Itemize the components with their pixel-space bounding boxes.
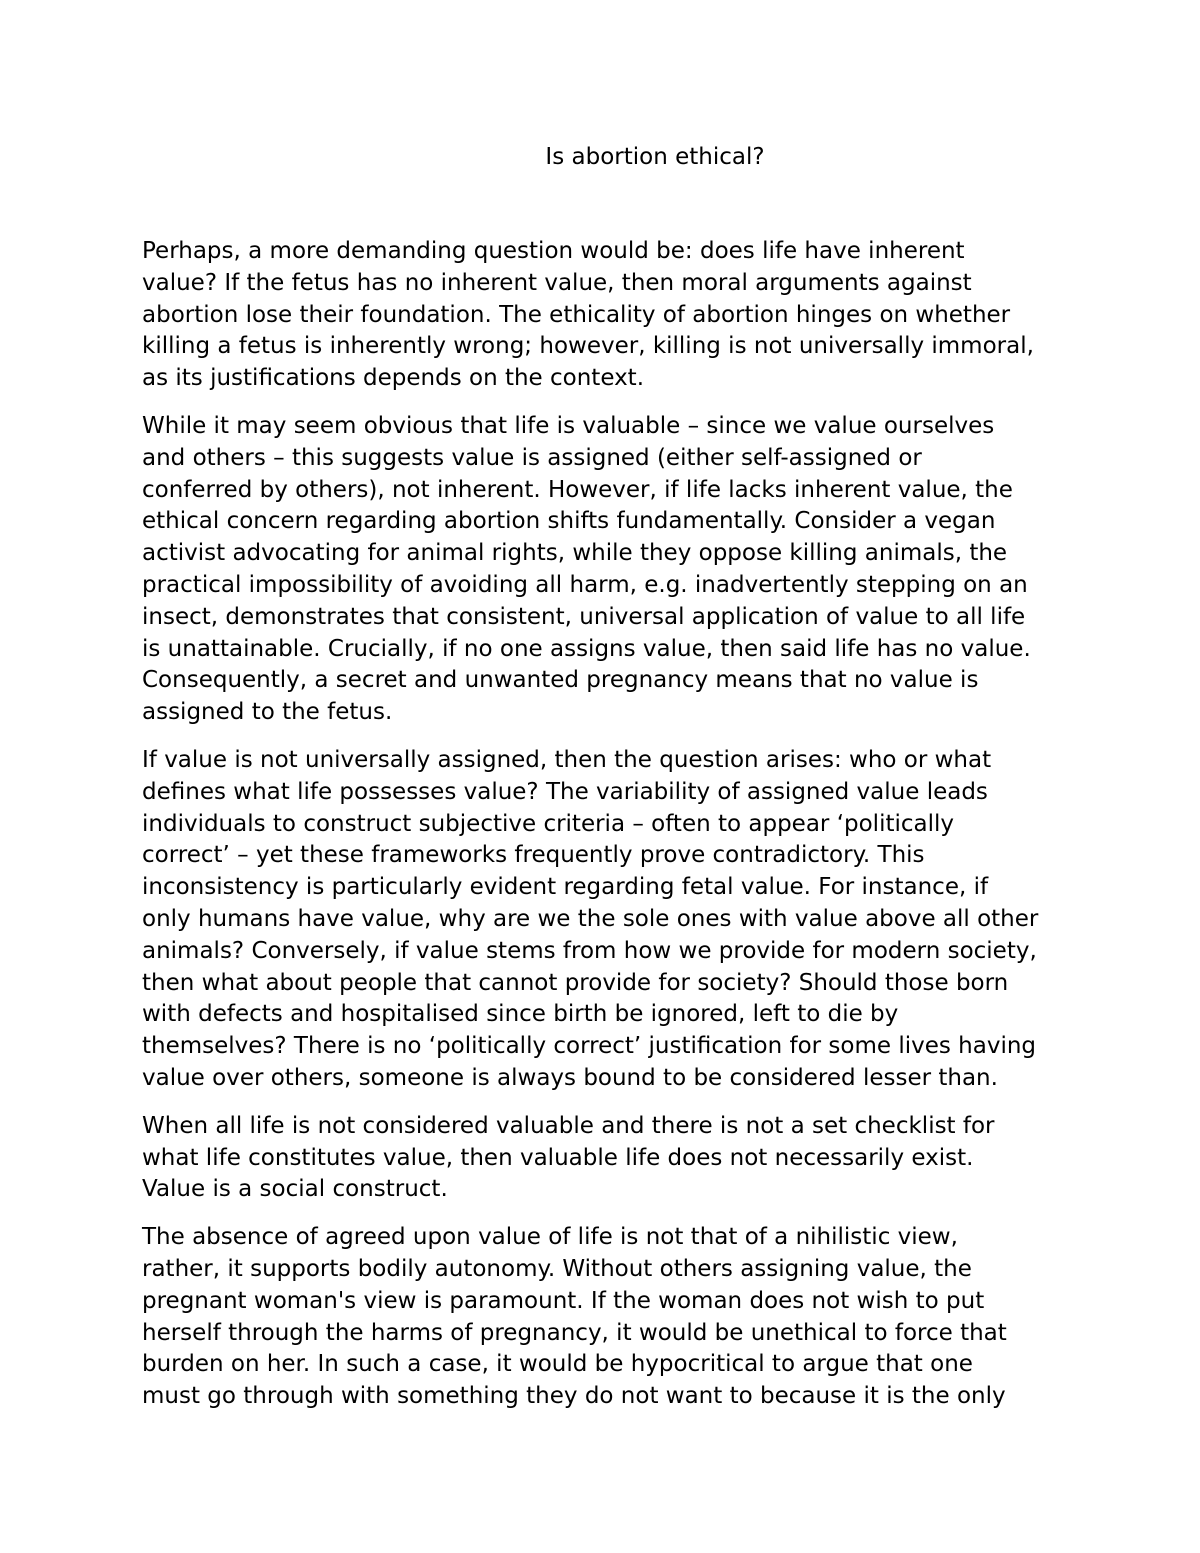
text-line: Perhaps, a more demanding question would be: does life have inherent: [142, 238, 965, 264]
paragraph-1: [142, 236, 1102, 395]
text-line: While it may seem obvious that life is valuable – since we value ourselves: [142, 412, 995, 439]
text-line: insect, demonstrates that consistent, universal application of value to all life: [142, 603, 1026, 630]
text-line: Consequently, a secret and unwanted pregnancy means that no value is: [142, 667, 979, 694]
text-line: with defects and hospitalised since birth be ignored, left to die by: [142, 1001, 899, 1028]
text-line: defines what life possesses value? The variability of assigned value leads: [142, 778, 988, 805]
text-line: conferred by others), not inherent. However, if life lacks inherent value, the: [142, 476, 1013, 503]
text-line: correct’ – yet these frameworks frequently prove contradictory. This: [142, 842, 925, 869]
text-line: pregnant woman's view is paramount. If the woman does not wish to put: [142, 1287, 985, 1314]
paragraph-5: [142, 1222, 1102, 1413]
text-line: themselves? There is no ‘politically correct’ justification for some lives having: [142, 1033, 1037, 1060]
text-line: When all life is not considered valuable and there is not a set checklist for: [142, 1112, 995, 1139]
text-line: inconsistency is particularly evident regarding fetal value. For instance, if: [142, 874, 989, 901]
document-body: [142, 236, 1102, 1429]
text-line: is unattainable. Crucially, if no one assigns value, then said life has no value.: [142, 635, 1031, 662]
text-line: assigned to the fetus.: [142, 699, 393, 726]
text-line: animals? Conversely, if value stems from how we provide for modern society,: [142, 937, 1037, 964]
text-line: value? If the fetus has no inherent value, then moral arguments against: [142, 269, 972, 296]
text-line: ethical concern regarding abortion shifts fundamentally. Consider a vegan: [142, 508, 996, 535]
text-line: as its justifications depends on the context.: [142, 365, 645, 392]
text-line: killing a fetus is inherently wrong; however, killing is not universally immoral,: [142, 333, 1034, 360]
text-line: practical impossibility of avoiding all harm, e.g. inadvertently stepping on an: [142, 571, 1028, 598]
text-line: If value is not universally assigned, then the question arises: who or what: [142, 746, 992, 773]
text-line: individuals to construct subjective criteria – often to appear ‘politically: [142, 810, 954, 837]
text-line: then what about people that cannot provide for society? Should those born: [142, 969, 1009, 996]
text-line: herself through the harms of pregnancy, it would be unethical to force that: [142, 1319, 1007, 1346]
text-line: only humans have value, why are we the sole ones with value above all other: [142, 905, 1039, 932]
text-line: burden on her. In such a case, it would be hypocritical to argue that one: [142, 1351, 973, 1378]
paragraph-2: [142, 411, 1102, 729]
text-line: what life constitutes value, then valuable life does not necessarily exist.: [142, 1144, 974, 1171]
text-line: Value is a social construct.: [142, 1176, 448, 1203]
text-line: value over others, someone is always bound to be considered lesser than.: [142, 1064, 998, 1091]
text-line: rather, it supports bodily autonomy. Without others assigning value, the: [142, 1255, 972, 1282]
paragraph-4: [142, 1111, 1102, 1206]
text-line: must go through with something they do not want to because it is the only: [142, 1383, 1006, 1410]
document-title: Is abortion ethical?: [545, 144, 765, 170]
text-line: abortion lose their foundation. The ethicality of abortion hinges on whether: [142, 301, 1011, 328]
paragraph-3: [142, 745, 1102, 1095]
text-line: activist advocating for animal rights, while they oppose killing animals, the: [142, 540, 1008, 567]
text-line: The absence of agreed upon value of life is not that of a nihilistic view,: [142, 1224, 958, 1251]
text-line: and others – this suggests value is assigned (either self-assigned or: [142, 444, 922, 471]
